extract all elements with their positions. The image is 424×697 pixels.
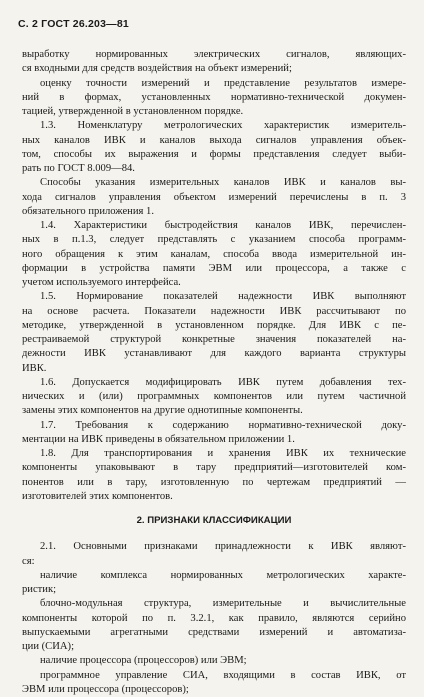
text-line: ся: bbox=[22, 555, 406, 569]
page-header: С. 2 ГОСТ 26.203—81 bbox=[18, 18, 129, 30]
paragraph bbox=[22, 569, 406, 598]
paragraph bbox=[22, 447, 406, 504]
text-line: ристик; bbox=[22, 583, 406, 597]
text-line: замены этих компонентов на другие однотипные компоненты. bbox=[22, 404, 406, 418]
text-line: рестраиваемой структурой конкретные значения показателей на- bbox=[22, 333, 406, 347]
document-body bbox=[22, 48, 406, 697]
paragraph bbox=[22, 176, 406, 219]
text-line: выпускаемыми агрегатными средствами измерений и автоматиза- bbox=[22, 626, 406, 640]
text-line: нических и (или) программных компонентов или путем частичной bbox=[22, 390, 406, 404]
text-line: хода сигналов управления объектом измерений перечислены в п. 3 bbox=[22, 191, 406, 205]
paragraph bbox=[22, 48, 406, 77]
text-line: ного обращения к этим каналам, способа ввода измерительной ин- bbox=[22, 248, 406, 262]
text-line: учетом используемого интерфейса. bbox=[22, 276, 406, 290]
text-line: ных в п.1.3, следует представлять с указанием способа программ- bbox=[22, 233, 406, 247]
section-heading: 2. ПРИЗНАКИ КЛАССИФИКАЦИИ bbox=[22, 514, 406, 528]
paragraph bbox=[22, 119, 406, 176]
text-line: наличие процессора (процессоров) или ЭВМ; bbox=[22, 654, 406, 668]
text-line: 1.8. Для транспортирования и хранения ИВК их технические bbox=[22, 447, 406, 461]
text-line: тацией, утвержденной в установленном порядке. bbox=[22, 105, 406, 119]
paragraph bbox=[22, 540, 406, 569]
text-line: обязательного приложения 1. bbox=[22, 205, 406, 219]
text-line: формации в устройства памяти ЭВМ или процессора, а также с bbox=[22, 262, 406, 276]
text-line: компоненты которой по п. 3.2.1, как правило, являются серийно bbox=[22, 612, 406, 626]
text-line: наличие комплекса нормированных метрологических характе- bbox=[22, 569, 406, 583]
text-line: ИВК. bbox=[22, 362, 406, 376]
text-line: ции (СИА); bbox=[22, 640, 406, 654]
text-line: 1.5. Нормирование показателей надежности ИВК выполняют bbox=[22, 290, 406, 304]
text-line: 2.1. Основными признаками принадлежности к ИВК являют- bbox=[22, 540, 406, 554]
text-line: 1.4. Характеристики быстродействия каналов ИВК, перечислен- bbox=[22, 219, 406, 233]
text-line: дежности ИВК устанавливают для каждого варианта структуры bbox=[22, 347, 406, 361]
paragraph bbox=[22, 376, 406, 419]
text-line: ся входными для средств воздействия на объект измерений; bbox=[22, 62, 406, 76]
paragraph bbox=[22, 654, 406, 668]
text-line: 1.6. Допускается модифицировать ИВК путем добавления тех- bbox=[22, 376, 406, 390]
text-line: на основе расчета. Показатели надежности ИВК рассчитывают по bbox=[22, 305, 406, 319]
text-line: Способы указания измерительных каналов ИВК и каналов вы- bbox=[22, 176, 406, 190]
text-line: программное управление СИА, входящими в состав ИВК, от bbox=[22, 669, 406, 683]
text-line: 1.7. Требования к содержанию нормативно-технической доку- bbox=[22, 419, 406, 433]
text-line: том, способы их выражения и формы представления следует выби- bbox=[22, 148, 406, 162]
text-line: оценку точности измерений и представление результатов измере- bbox=[22, 77, 406, 91]
text-line: методике, утвержденной в установленном порядке. Для ИВК с пе- bbox=[22, 319, 406, 333]
text-line: изготовителей этих компонентов. bbox=[22, 490, 406, 504]
text-line: компоненты упаковывают в тару предприятий—изготовителей ком- bbox=[22, 461, 406, 475]
text-line: ментации на ИВК приведены в обязательном приложении 1. bbox=[22, 433, 406, 447]
paragraph bbox=[22, 77, 406, 120]
paragraph bbox=[22, 597, 406, 654]
text-line: 1.3. Номенклатуру метрологических характеристик измеритель- bbox=[22, 119, 406, 133]
paragraph bbox=[22, 219, 406, 290]
text-line: понентов или в тару, изготовленную по чертежам предприятий — bbox=[22, 476, 406, 490]
text-line: ний в формах, установленных нормативно-технической докумен- bbox=[22, 91, 406, 105]
paragraph bbox=[22, 669, 406, 697]
paragraph bbox=[22, 419, 406, 448]
text-line: рать по ГОСТ 8.009—84. bbox=[22, 162, 406, 176]
text-line: блочно-модульная структура, измерительные и вычислительные bbox=[22, 597, 406, 611]
paragraph bbox=[22, 290, 406, 376]
text-line: выработку нормированных электрических сигналов, являющих- bbox=[22, 48, 406, 62]
text-line: ЭВМ или процессора (процессоров); bbox=[22, 683, 406, 697]
text-line: ных каналов ИВК и каналов выхода сигналов управления объек- bbox=[22, 134, 406, 148]
